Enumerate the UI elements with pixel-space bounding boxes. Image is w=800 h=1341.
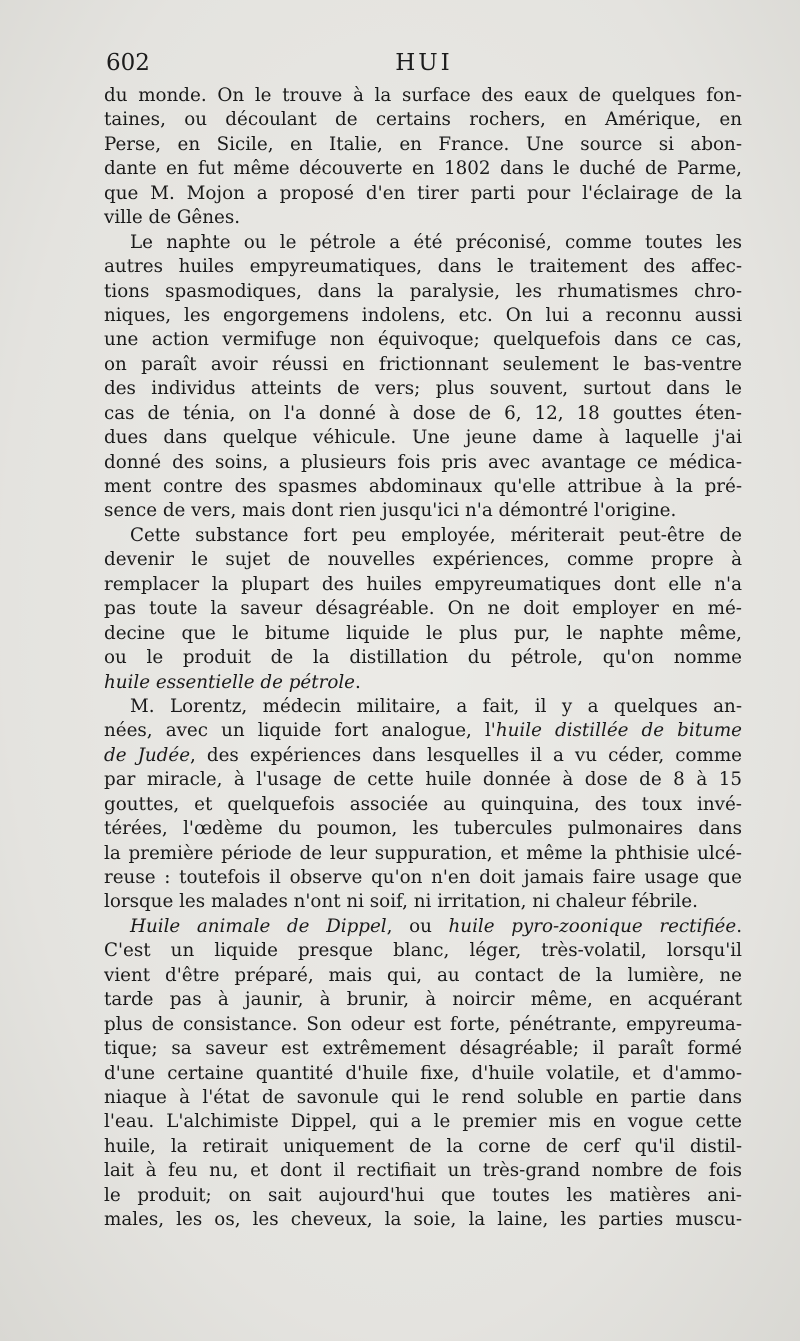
text-line: taines, ou découlant de certains rochers, en Amérique, en xyxy=(104,109,742,131)
text-line: plus de consistance. Son odeur est forte, pénétrante, empyreuma- xyxy=(104,1013,742,1035)
text-line: males, les os, les cheveux, la soie, la laine, les parties muscu- xyxy=(104,1209,742,1231)
text-line: reuse : toutefois il observe qu'on n'en doit jamais faire usage que xyxy=(104,867,742,888)
page-header xyxy=(106,50,742,82)
text-line: ment contre des spasmes abdominaux qu'elle attribue à la pré- xyxy=(104,476,742,497)
text-line: que M. Mojon a proposé d'en tirer parti pour l'éclairage de la xyxy=(104,182,742,204)
text-line: decine que le bitume liquide le plus pur, le naphte même, xyxy=(104,622,742,644)
text-line: d'une certaine quantité d'huile fixe, d'huile volatile, et d'ammo- xyxy=(104,1062,742,1084)
text-line: Huile animale de Dippel, ou huile pyro-zoonique rectifiée. xyxy=(130,915,743,937)
text-line: nées, avec un liquide fort analogue, l'huile distillée de bitume xyxy=(104,720,743,742)
text-line: M. Lorentz, médecin militaire, a fait, il y a quelques an- xyxy=(130,695,742,717)
text-line: Cette substance fort peu employée, mériterait peut-être de xyxy=(130,524,742,546)
text-line: tions spasmodiques, dans la paralysie, les rhumatismes chro- xyxy=(104,280,742,302)
text-line: remplacer la plupart des huiles empyreumatiques dont elle n'a xyxy=(104,573,742,595)
text-line: lorsque les malades n'ont ni soif, ni irritation, ni chaleur fébrile. xyxy=(104,891,698,913)
text-line: l'eau. L'alchimiste Dippel, qui a le premier mis en vogue cette xyxy=(104,1111,742,1133)
text-line: ville de Gênes. xyxy=(104,207,241,229)
text-line: donné des soins, a plusieurs fois pris avec avantage ce médica- xyxy=(104,451,742,473)
text-line: de Judée, des expériences dans lesquelles il a vu céder, comme xyxy=(104,744,742,766)
text-line: des individus atteints de vers; plus souvent, surtout dans le xyxy=(104,378,742,400)
text-line: térées, l'œdème du poumon, les tubercules pulmonaires dans xyxy=(104,818,742,840)
text-line: Perse, en Sicile, en Italie, en France. Une source si abon- xyxy=(104,133,742,155)
running-head: HUI xyxy=(395,50,453,76)
text-line: une action vermifuge non équivoque; quelquefois dans ce cas, xyxy=(104,329,742,351)
text-line: sence de vers, mais dont rien jusqu'ici n'a démontré l'origine. xyxy=(104,500,677,522)
text-line: tarde pas à jaunir, à brunir, à noircir même, en acquérant xyxy=(104,989,742,1011)
text-line: par miracle, à l'usage de cette huile donnée à dose de 8 à 15 xyxy=(104,769,742,791)
text-line: dues dans quelque véhicule. Une jeune dame à laquelle j'ai xyxy=(104,427,742,449)
text-line: la première période de leur suppuration, et même la phthisie ulcé- xyxy=(104,842,742,864)
text-line: devenir le sujet de nouvelles expériences, comme propre à xyxy=(104,549,742,571)
text-line: lait à feu nu, et dont il rectifiait un très-grand nombre de fois xyxy=(104,1160,742,1182)
text-line: du monde. On le trouve à la surface des eaux de quelques fon- xyxy=(104,85,742,106)
text-line: ou le produit de la distillation du pétrole, qu'on nomme xyxy=(104,647,742,669)
body-text xyxy=(104,84,742,1233)
text-line: tique; sa saveur est extrêmement désagréable; il paraît formé xyxy=(104,1038,742,1060)
text-line: dante en fut même découverte en 1802 dans le duché de Parme, xyxy=(104,158,742,180)
text-line: Le naphte ou le pétrole a été préconisé, comme toutes les xyxy=(130,231,742,253)
text-line: on paraît avoir réussi en frictionnant seulement le bas-ventre xyxy=(104,353,742,375)
text-line: C'est un liquide presque blanc, léger, très-volatil, lorsqu'il xyxy=(104,940,742,962)
text-line: niques, les engorgemens indolens, etc. On lui a reconnu aussi xyxy=(104,304,742,326)
text-line: niaque à l'état de savonule qui le rend soluble en partie dans xyxy=(104,1086,742,1108)
text-line: gouttes, et quelquefois associée au quinquina, des toux invé- xyxy=(104,793,742,815)
page-number: 602 xyxy=(106,50,150,76)
text-line: vient d'être préparé, mais qui, au contact de la lumière, ne xyxy=(104,964,742,986)
text-line: le produit; on sait aujourd'hui que toutes les matières ani- xyxy=(104,1184,742,1206)
text-line: pas toute la saveur désagréable. On ne doit employer en mé- xyxy=(104,598,742,620)
text-line: huile essentielle de pétrole. xyxy=(104,671,361,693)
text-line: autres huiles empyreumatiques, dans le traitement des affec- xyxy=(104,256,742,278)
text-line: cas de ténia, on l'a donné à dose de 6, 12, 18 gouttes éten- xyxy=(104,402,742,424)
text-line: huile, la retirait uniquement de la corne de cerf qu'il distil- xyxy=(104,1135,742,1157)
